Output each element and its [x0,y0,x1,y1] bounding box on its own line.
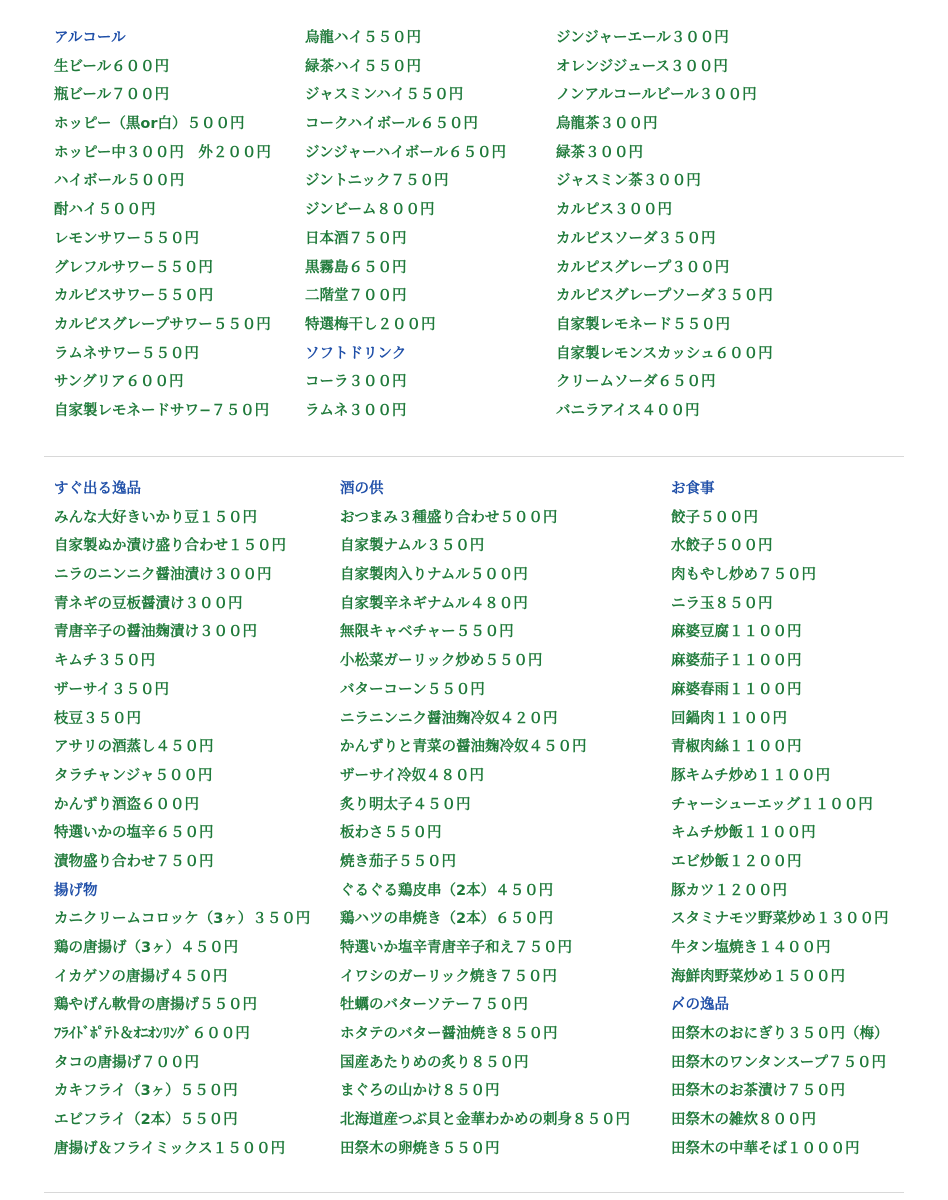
menu-item: 自家製レモネード５５０円 [556,316,730,333]
menu-item: グレフルサワー５５０円 [54,259,213,276]
menu-item: コーラ３００円 [305,374,407,391]
menu-item: おつまみ３種盛り合わせ５００円 [340,509,558,526]
menu-item: キムチ炒飯１１００円 [671,825,816,842]
menu-item: 自家製肉入りナムル５００円 [340,567,528,584]
menu-item: ジンビーム８００円 [305,202,435,219]
menu-item: 枝豆３５０円 [54,710,141,727]
menu-item: 牛タン塩焼き１４００円 [671,940,831,956]
menu-item: ハイボール５００円 [54,173,185,190]
menu-item: 海鮮肉野菜炒め１５００円 [671,968,845,985]
menu-item: 鶏やげん軟骨の唐揚げ５５０円 [54,997,257,1014]
menu-item: 板わさ５５０円 [340,825,442,842]
menu-item: ラムネサワー５５０円 [54,345,199,362]
menu-item: ホッピー（黒or白）５００円 [54,116,245,133]
menu-item: かんずり酒盗６００円 [54,796,199,813]
menu-item: 特選いか塩辛青唐辛子和え７５０円 [340,940,572,956]
menu-item: 漬物盛り合わせ７５０円 [54,853,214,870]
menu-item: キムチ３５０円 [54,653,156,670]
menu-item: 無限キャベチャー５５０円 [340,624,514,641]
menu-item: 田祭木のワンタンスープ７５０円 [671,1054,887,1071]
drinks-column-2 [305,24,506,426]
food-column-2 [340,475,630,1164]
menu-item: エビフライ（2本）５５０円 [54,1112,238,1129]
menu-item: 肉もやし炒め７５０円 [671,567,816,584]
menu-item: 瓶ビール７００円 [54,87,170,104]
menu-item: カキフライ（3ヶ）５５０円 [54,1083,238,1100]
menu-item: サングリア６００円 [54,374,184,391]
menu-item: 国産あたりめの炙り８５０円 [340,1054,529,1071]
menu-item: 特選梅干し２００円 [305,316,436,333]
menu-item: 田祭木のおにぎり３５０円（梅） [671,1026,889,1043]
menu-item: みんな大好きいかり豆１５０円 [54,509,257,526]
menu-item: カルピスグレープ３００円 [556,259,730,276]
menu-item: カルピスグレープサワー５５０円 [54,316,271,333]
menu-item: 日本酒７５０円 [305,230,407,247]
menu-item: エビ炒飯１２００円 [671,853,802,870]
section-heading: 揚げ物 [54,882,98,899]
menu-item: ニラニンニク醤油麹冷奴４２０円 [340,710,558,727]
menu-item: イカゲソの唐揚げ４５０円 [54,968,228,985]
menu-item: 鶏の唐揚げ（3ヶ）４５０円 [54,940,239,956]
menu-item: ノンアルコールビール３００円 [556,87,757,104]
menu-item: 田祭木の雑炊８００円 [671,1112,816,1129]
menu-item: ザーサイ３５０円 [54,681,169,698]
menu-item: 麻婆春雨１１００円 [671,681,802,698]
menu-item: タコの唐揚げ７００円 [54,1054,199,1071]
menu-item: ザーサイ冷奴４８０円 [340,767,484,784]
menu-item: 青椒肉絲１１００円 [671,739,802,756]
menu-item: カニクリームコロッケ（3ヶ）３５０円 [54,911,311,928]
menu-item: 自家製ぬか漬け盛り合わせ１５０円 [54,538,286,555]
menu-item: チャーシューエッグ１１００円 [671,796,873,813]
menu-item: 焼き茄子５５０円 [340,853,456,870]
bottom-divider [44,1192,904,1193]
menu-item: 水餃子５００円 [671,538,773,555]
menu-item: 麻婆茄子１１００円 [671,653,802,670]
menu-item: 豚キムチ炒め１１００円 [671,767,831,784]
menu-item: ニラ玉８５０円 [671,595,773,612]
menu-item: ニラのニンニク醤油漬け３００円 [54,567,272,584]
food-column-1 [54,475,310,1164]
menu-item: コークハイボール６５０円 [305,116,478,133]
menu-item: 自家製辛ネギナムル４８０円 [340,595,528,612]
menu-item: 炙り明太子４５０円 [340,796,471,813]
menu-item: ジャスミン茶３００円 [556,173,701,190]
menu-item: スタミナモツ野菜炒め１３００円 [671,911,889,928]
menu-item: 酎ハイ５００円 [54,202,156,219]
section-heading: 酒の供 [340,481,384,497]
menu-item: 牡蠣のバターソテー７５０円 [340,997,528,1014]
menu-item: 二階堂７００円 [305,288,407,305]
menu-item: カルピスソーダ３５０円 [556,230,716,247]
section-heading: ソフトドリンク [305,345,407,362]
menu-item: 小松菜ガーリック炒め５５０円 [340,653,543,670]
drinks-column-3 [556,24,773,426]
menu-item: 黒霧島６５０円 [305,259,407,276]
menu-item: 田祭木の中華そば１０００円 [671,1140,860,1157]
menu-item: ホッピー中３００円 外２００円 [54,144,271,161]
menu-item: 田祭木のお茶漬け７５０円 [671,1083,845,1100]
food-column-3 [671,475,889,1164]
menu-item: 緑茶３００円 [556,144,643,161]
menu-item: 青唐辛子の醤油麹漬け３００円 [54,624,257,641]
menu-item: カルピスグレープソーダ３５０円 [556,288,773,305]
menu-item: 青ネギの豆板醤漬け３００円 [54,595,243,612]
menu-item: オレンジジュース３００円 [556,58,728,75]
section-heading: アルコール [54,30,126,46]
menu-item: ジントニック７５０円 [305,173,449,190]
menu-item: ﾌﾗｲﾄﾞﾎﾟﾃﾄ＆ｵﾆｵﾝﾘﾝｸﾞ６００円 [54,1026,250,1043]
menu-item: 鶏ハツの串焼き（2本）６５０円 [340,911,554,928]
menu-item: 唐揚げ＆フライミックス１５００円 [54,1140,286,1157]
drinks-column-1 [54,24,271,426]
section-heading: 〆の逸品 [671,997,729,1014]
menu-item: レモンサワー５５０円 [54,230,199,247]
menu-item: 生ビール６００円 [54,58,170,75]
menu-item: ジャスミンハイ５５０円 [305,87,464,104]
menu-item: まぐろの山かけ８５０円 [340,1083,500,1100]
menu-item: 豚カツ１２００円 [671,882,787,899]
menu-item: 麻婆豆腐１１００円 [671,624,802,641]
menu-item: ホタテのバター醤油焼き８５０円 [340,1026,558,1043]
menu-item: クリームソーダ６５０円 [556,374,716,391]
menu-item: 自家製ナムル３５０円 [340,538,485,555]
menu-item: 自家製レモネードサワ−７５０円 [54,402,270,419]
menu-item: ラムネ３００円 [305,402,407,419]
menu-item: 特選いかの塩辛６５０円 [54,825,214,842]
menu-item: 自家製レモンスカッシュ６００円 [556,345,773,362]
menu-item: タラチャンジャ５００円 [54,767,213,784]
menu-item: 北海道産つぶ貝と金華わかめの刺身８５０円 [340,1112,630,1129]
menu-item: イワシのガーリック焼き７５０円 [340,968,557,985]
menu-item: ぐるぐる鶏皮串（2本）４５０円 [340,882,554,899]
menu-item: カルピス３００円 [556,202,672,219]
menu-item: バニラアイス４００円 [556,402,700,419]
menu-item: 烏龍茶３００円 [556,116,658,133]
menu-item: ジンジャーハイボール６５０円 [305,144,506,161]
section-divider [44,456,904,457]
menu-item: アサリの酒蒸し４５０円 [54,739,214,756]
menu-item: カルピスサワー５５０円 [54,288,214,305]
menu-item: 緑茶ハイ５５０円 [305,58,421,75]
menu-item: バターコーン５５０円 [340,681,485,698]
section-heading: お食事 [671,481,715,497]
menu-item: 餃子５００円 [671,509,758,526]
menu-item: 田祭木の卵焼き５５０円 [340,1140,500,1157]
menu-item: 烏龍ハイ５５０円 [305,30,421,46]
menu-item: かんずりと青菜の醤油麹冷奴４５０円 [340,739,587,756]
section-heading: すぐ出る逸品 [54,481,141,497]
menu-item: 回鍋肉１１００円 [671,710,787,727]
menu-item: ジンジャーエール３００円 [556,30,729,46]
